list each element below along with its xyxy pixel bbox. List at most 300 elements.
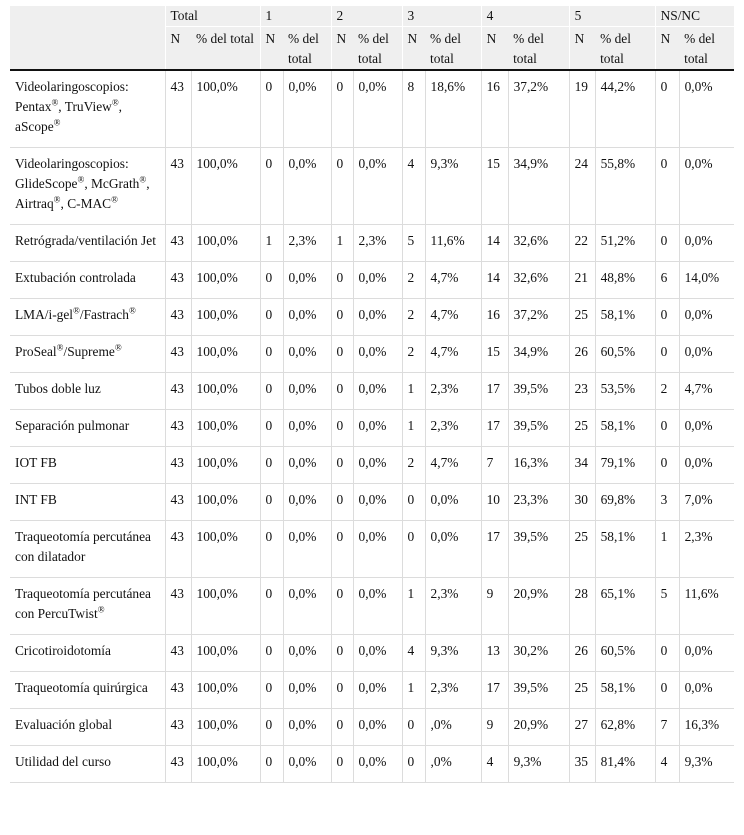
cell-n-nsnc: 0	[655, 148, 679, 225]
cell-pct-nsnc: 11,6%	[679, 578, 734, 635]
cell-n-5: 27	[569, 709, 595, 746]
header-n-4: N	[481, 27, 508, 71]
row-label	[10, 299, 165, 336]
cell-n-nsnc: 0	[655, 299, 679, 336]
cell-pct-nsnc: 2,3%	[679, 521, 734, 578]
row-label-text: Extubación controlada	[15, 270, 136, 285]
cell-pct-3: 4,7%	[425, 299, 481, 336]
cell-pct-1: 0,0%	[283, 484, 331, 521]
cell-pct-3: 2,3%	[425, 410, 481, 447]
row-label-text: /Supreme	[63, 344, 115, 359]
cell-pct-nsnc: 0,0%	[679, 299, 734, 336]
cell-pct-nsnc: 14,0%	[679, 262, 734, 299]
cell-pct-4: 39,5%	[508, 373, 569, 410]
cell-pct-2: 2,3%	[353, 225, 402, 262]
cell-n-total: 43	[165, 70, 191, 148]
cell-pct-1: 0,0%	[283, 336, 331, 373]
row-label	[10, 746, 165, 783]
cell-pct-5: 58,1%	[595, 521, 655, 578]
table-row	[10, 262, 734, 299]
row-label-text: , aScope	[15, 99, 123, 134]
row-label-text: ProSeal	[15, 344, 57, 359]
cell-pct-nsnc: 7,0%	[679, 484, 734, 521]
row-label-text: IOT FB	[15, 455, 57, 470]
row-label	[10, 70, 165, 148]
cell-pct-3: 18,6%	[425, 70, 481, 148]
cell-pct-1: 0,0%	[283, 746, 331, 783]
row-label	[10, 447, 165, 484]
header-n-2: N	[331, 27, 353, 71]
cell-n-1: 0	[260, 484, 283, 521]
cell-n-3: 1	[402, 373, 425, 410]
header-pct-total: % del total	[191, 27, 260, 71]
cell-n-3: 2	[402, 299, 425, 336]
cell-n-5: 26	[569, 635, 595, 672]
registered-mark: ®	[77, 174, 85, 185]
cell-pct-5: 44,2%	[595, 70, 655, 148]
cell-pct-2: 0,0%	[353, 578, 402, 635]
cell-n-4: 10	[481, 484, 508, 521]
cell-pct-1: 0,0%	[283, 578, 331, 635]
cell-pct-nsnc: 0,0%	[679, 148, 734, 225]
cell-pct-total: 100,0%	[191, 410, 260, 447]
cell-n-2: 1	[331, 225, 353, 262]
cell-pct-5: 60,5%	[595, 635, 655, 672]
cell-pct-1: 2,3%	[283, 225, 331, 262]
row-label-text: Traqueotomía percutánea con dilatador	[15, 529, 151, 564]
cell-n-2: 0	[331, 447, 353, 484]
cell-n-1: 0	[260, 262, 283, 299]
cell-pct-1: 0,0%	[283, 410, 331, 447]
cell-n-3: 0	[402, 746, 425, 783]
cell-n-5: 19	[569, 70, 595, 148]
cell-n-nsnc: 2	[655, 373, 679, 410]
cell-pct-1: 0,0%	[283, 635, 331, 672]
cell-n-3: 4	[402, 635, 425, 672]
cell-n-total: 43	[165, 709, 191, 746]
cell-pct-4: 30,2%	[508, 635, 569, 672]
cell-pct-total: 100,0%	[191, 447, 260, 484]
cell-n-2: 0	[331, 709, 353, 746]
cell-n-4: 17	[481, 373, 508, 410]
cell-n-4: 14	[481, 262, 508, 299]
table-row	[10, 70, 734, 148]
cell-n-1: 0	[260, 635, 283, 672]
cell-n-2: 0	[331, 70, 353, 148]
table-row	[10, 484, 734, 521]
table-body	[10, 70, 734, 783]
cell-pct-5: 53,5%	[595, 373, 655, 410]
row-label-text: Separación pulmonar	[15, 418, 130, 433]
cell-pct-nsnc: 0,0%	[679, 447, 734, 484]
cell-n-1: 0	[260, 336, 283, 373]
cell-pct-nsnc: 0,0%	[679, 70, 734, 148]
cell-pct-2: 0,0%	[353, 521, 402, 578]
cell-pct-nsnc: 0,0%	[679, 672, 734, 709]
cell-n-nsnc: 0	[655, 447, 679, 484]
cell-pct-nsnc: 0,0%	[679, 635, 734, 672]
cell-n-2: 0	[331, 336, 353, 373]
table-row	[10, 521, 734, 578]
cell-pct-4: 39,5%	[508, 521, 569, 578]
cell-n-4: 17	[481, 410, 508, 447]
cell-n-2: 0	[331, 521, 353, 578]
row-label-text: Evaluación global	[15, 717, 113, 732]
row-label-text: Tubos doble luz	[15, 381, 101, 396]
cell-pct-nsnc: 0,0%	[679, 410, 734, 447]
table-row	[10, 225, 734, 262]
cell-n-4: 13	[481, 635, 508, 672]
cell-n-4: 9	[481, 578, 508, 635]
cell-pct-4: 34,9%	[508, 148, 569, 225]
cell-n-total: 43	[165, 148, 191, 225]
table-row	[10, 148, 734, 225]
cell-n-2: 0	[331, 373, 353, 410]
row-label	[10, 521, 165, 578]
cell-pct-4: 20,9%	[508, 578, 569, 635]
cell-pct-total: 100,0%	[191, 746, 260, 783]
cell-pct-4: 32,6%	[508, 262, 569, 299]
cell-n-3: 0	[402, 521, 425, 578]
cell-n-total: 43	[165, 299, 191, 336]
cell-n-nsnc: 6	[655, 262, 679, 299]
cell-n-total: 43	[165, 521, 191, 578]
cell-pct-1: 0,0%	[283, 70, 331, 148]
cell-pct-1: 0,0%	[283, 447, 331, 484]
cell-n-nsnc: 4	[655, 746, 679, 783]
header-n-nsnc: N	[655, 27, 679, 71]
cell-pct-1: 0,0%	[283, 299, 331, 336]
table-row	[10, 447, 734, 484]
cell-pct-3: 4,7%	[425, 447, 481, 484]
table-row	[10, 336, 734, 373]
cell-n-2: 0	[331, 262, 353, 299]
cell-n-nsnc: 0	[655, 410, 679, 447]
cell-n-total: 43	[165, 410, 191, 447]
header-n-total: N	[165, 27, 191, 71]
table-row	[10, 672, 734, 709]
row-label-text: , Airtraq	[15, 176, 150, 211]
cell-n-3: 2	[402, 262, 425, 299]
cell-n-total: 43	[165, 746, 191, 783]
cell-n-total: 43	[165, 225, 191, 262]
cell-pct-5: 48,8%	[595, 262, 655, 299]
table-row	[10, 709, 734, 746]
cell-n-1: 0	[260, 746, 283, 783]
cell-pct-5: 51,2%	[595, 225, 655, 262]
cell-pct-nsnc: 16,3%	[679, 709, 734, 746]
cell-pct-2: 0,0%	[353, 447, 402, 484]
cell-pct-3: 9,3%	[425, 635, 481, 672]
cell-n-total: 43	[165, 672, 191, 709]
cell-n-5: 25	[569, 410, 595, 447]
header-corner	[10, 6, 165, 70]
cell-n-5: 25	[569, 672, 595, 709]
row-label-text: Utilidad del curso	[15, 754, 111, 769]
row-label-text: LMA/i-gel	[15, 307, 74, 322]
cell-n-total: 43	[165, 484, 191, 521]
cell-n-2: 0	[331, 148, 353, 225]
cell-n-1: 0	[260, 578, 283, 635]
row-label	[10, 336, 165, 373]
cell-pct-total: 100,0%	[191, 578, 260, 635]
cell-pct-3: 2,3%	[425, 578, 481, 635]
cell-n-5: 25	[569, 299, 595, 336]
header-group-row	[10, 6, 734, 27]
cell-pct-2: 0,0%	[353, 484, 402, 521]
header-n-1: N	[260, 27, 283, 71]
row-label-text: Traqueotomía quirúrgica	[15, 680, 148, 695]
row-label	[10, 410, 165, 447]
cell-pct-3: 0,0%	[425, 521, 481, 578]
header-group-4: 4	[481, 6, 569, 27]
cell-n-1: 0	[260, 299, 283, 336]
row-label	[10, 484, 165, 521]
cell-n-3: 1	[402, 578, 425, 635]
cell-n-total: 43	[165, 578, 191, 635]
cell-pct-5: 55,8%	[595, 148, 655, 225]
registered-mark: ®	[139, 174, 147, 185]
cell-pct-total: 100,0%	[191, 70, 260, 148]
cell-n-4: 15	[481, 148, 508, 225]
cell-pct-2: 0,0%	[353, 746, 402, 783]
row-label-text: Videolaringoscopios: GlideScope	[15, 156, 129, 191]
cell-n-5: 23	[569, 373, 595, 410]
cell-n-3: 8	[402, 70, 425, 148]
table-row	[10, 299, 734, 336]
registered-mark: ®	[97, 604, 105, 615]
registered-mark: ®	[128, 305, 136, 316]
header-n-5: N	[569, 27, 595, 71]
row-label-text: Videolaringoscopios: Pentax	[15, 79, 129, 114]
cell-pct-3: 9,3%	[425, 148, 481, 225]
cell-pct-4: 37,2%	[508, 299, 569, 336]
cell-pct-total: 100,0%	[191, 635, 260, 672]
cell-n-2: 0	[331, 299, 353, 336]
table-row	[10, 410, 734, 447]
cell-pct-total: 100,0%	[191, 709, 260, 746]
cell-n-1: 1	[260, 225, 283, 262]
cell-pct-2: 0,0%	[353, 635, 402, 672]
row-label-text: , TruView	[58, 99, 112, 114]
table-row	[10, 635, 734, 672]
cell-n-5: 28	[569, 578, 595, 635]
cell-pct-nsnc: 0,0%	[679, 225, 734, 262]
cell-n-5: 21	[569, 262, 595, 299]
cell-n-1: 0	[260, 148, 283, 225]
cell-pct-1: 0,0%	[283, 672, 331, 709]
header-pct-nsnc: % del total	[679, 27, 734, 71]
cell-n-3: 5	[402, 225, 425, 262]
cell-n-2: 0	[331, 578, 353, 635]
cell-pct-1: 0,0%	[283, 521, 331, 578]
row-label	[10, 709, 165, 746]
cell-n-total: 43	[165, 447, 191, 484]
cell-n-nsnc: 0	[655, 225, 679, 262]
cell-n-5: 22	[569, 225, 595, 262]
cell-n-2: 0	[331, 746, 353, 783]
cell-n-1: 0	[260, 709, 283, 746]
cell-pct-3: 2,3%	[425, 672, 481, 709]
cell-pct-nsnc: 4,7%	[679, 373, 734, 410]
cell-pct-total: 100,0%	[191, 336, 260, 373]
cell-n-1: 0	[260, 672, 283, 709]
cell-n-4: 15	[481, 336, 508, 373]
registered-mark: ®	[111, 194, 118, 205]
table-row	[10, 746, 734, 783]
registered-mark: ®	[114, 342, 122, 353]
row-label-text: INT FB	[15, 492, 57, 507]
cell-pct-total: 100,0%	[191, 225, 260, 262]
cell-n-3: 2	[402, 336, 425, 373]
cell-n-1: 0	[260, 447, 283, 484]
registered-mark: ®	[53, 194, 61, 205]
row-label	[10, 672, 165, 709]
cell-pct-2: 0,0%	[353, 410, 402, 447]
cell-n-5: 24	[569, 148, 595, 225]
cell-n-3: 4	[402, 148, 425, 225]
cell-pct-2: 0,0%	[353, 299, 402, 336]
results-table-container	[10, 6, 734, 783]
header-pct-1: % del total	[283, 27, 331, 71]
cell-n-nsnc: 0	[655, 70, 679, 148]
cell-n-4: 4	[481, 746, 508, 783]
cell-pct-4: 32,6%	[508, 225, 569, 262]
cell-pct-total: 100,0%	[191, 521, 260, 578]
table-row	[10, 373, 734, 410]
cell-pct-4: 9,3%	[508, 746, 569, 783]
cell-n-total: 43	[165, 262, 191, 299]
cell-pct-2: 0,0%	[353, 709, 402, 746]
cell-n-nsnc: 5	[655, 578, 679, 635]
cell-pct-2: 0,0%	[353, 262, 402, 299]
header-n-3: N	[402, 27, 425, 71]
cell-n-nsnc: 0	[655, 635, 679, 672]
cell-n-1: 0	[260, 70, 283, 148]
header-pct-5: % del total	[595, 27, 655, 71]
cell-pct-1: 0,0%	[283, 262, 331, 299]
cell-pct-2: 0,0%	[353, 148, 402, 225]
cell-pct-3: ,0%	[425, 746, 481, 783]
registered-mark: ®	[51, 97, 59, 108]
cell-pct-5: 58,1%	[595, 410, 655, 447]
cell-pct-total: 100,0%	[191, 484, 260, 521]
cell-n-4: 9	[481, 709, 508, 746]
cell-pct-2: 0,0%	[353, 672, 402, 709]
cell-n-3: 1	[402, 410, 425, 447]
row-label-text: Traqueotomía percutánea con PercuTwist	[15, 586, 151, 621]
header-group-5: 5	[569, 6, 655, 27]
registered-mark: ®	[53, 117, 61, 128]
header-group-total: Total	[165, 6, 260, 27]
header-group-1: 1	[260, 6, 331, 27]
cell-n-3: 0	[402, 484, 425, 521]
row-label-text: , C-MAC	[60, 196, 112, 211]
cell-pct-4: 23,3%	[508, 484, 569, 521]
cell-n-4: 17	[481, 672, 508, 709]
cell-n-4: 7	[481, 447, 508, 484]
cell-pct-total: 100,0%	[191, 262, 260, 299]
cell-pct-2: 0,0%	[353, 373, 402, 410]
cell-pct-nsnc: 9,3%	[679, 746, 734, 783]
cell-n-nsnc: 1	[655, 521, 679, 578]
cell-n-4: 16	[481, 299, 508, 336]
row-label-text: /Fastrach	[79, 307, 129, 322]
cell-pct-nsnc: 0,0%	[679, 336, 734, 373]
cell-pct-3: 2,3%	[425, 373, 481, 410]
cell-pct-5: 65,1%	[595, 578, 655, 635]
cell-n-5: 35	[569, 746, 595, 783]
cell-pct-5: 81,4%	[595, 746, 655, 783]
registered-mark: ®	[73, 305, 80, 316]
cell-pct-2: 0,0%	[353, 336, 402, 373]
cell-n-total: 43	[165, 373, 191, 410]
cell-n-total: 43	[165, 635, 191, 672]
header-pct-2: % del total	[353, 27, 402, 71]
cell-n-3: 0	[402, 709, 425, 746]
cell-pct-4: 34,9%	[508, 336, 569, 373]
cell-pct-4: 39,5%	[508, 672, 569, 709]
cell-n-4: 16	[481, 70, 508, 148]
cell-n-5: 26	[569, 336, 595, 373]
cell-n-1: 0	[260, 410, 283, 447]
row-label	[10, 635, 165, 672]
row-label-text: Retrógrada/ventilación Jet	[15, 233, 156, 248]
cell-pct-3: 4,7%	[425, 336, 481, 373]
row-label	[10, 373, 165, 410]
table-header	[10, 6, 734, 70]
cell-n-1: 0	[260, 521, 283, 578]
header-pct-4: % del total	[508, 27, 569, 71]
cell-pct-1: 0,0%	[283, 148, 331, 225]
cell-pct-3: 0,0%	[425, 484, 481, 521]
row-label	[10, 262, 165, 299]
cell-pct-5: 58,1%	[595, 672, 655, 709]
cell-pct-5: 62,8%	[595, 709, 655, 746]
row-label-text: Cricotiroidotomía	[15, 643, 111, 658]
cell-n-nsnc: 0	[655, 672, 679, 709]
table-row	[10, 578, 734, 635]
cell-n-nsnc: 7	[655, 709, 679, 746]
header-pct-3: % del total	[425, 27, 481, 71]
cell-pct-5: 69,8%	[595, 484, 655, 521]
row-label-text: , McGrath	[84, 176, 140, 191]
cell-pct-total: 100,0%	[191, 148, 260, 225]
cell-n-2: 0	[331, 672, 353, 709]
cell-n-2: 0	[331, 410, 353, 447]
cell-pct-3: 4,7%	[425, 262, 481, 299]
cell-pct-5: 58,1%	[595, 299, 655, 336]
cell-pct-4: 16,3%	[508, 447, 569, 484]
registered-mark: ®	[111, 97, 119, 108]
cell-pct-5: 79,1%	[595, 447, 655, 484]
cell-pct-4: 20,9%	[508, 709, 569, 746]
row-label	[10, 225, 165, 262]
cell-pct-2: 0,0%	[353, 70, 402, 148]
header-group-nsnc: NS/NC	[655, 6, 734, 27]
cell-pct-4: 39,5%	[508, 410, 569, 447]
cell-n-5: 34	[569, 447, 595, 484]
cell-pct-total: 100,0%	[191, 299, 260, 336]
cell-n-3: 2	[402, 447, 425, 484]
cell-pct-4: 37,2%	[508, 70, 569, 148]
cell-pct-1: 0,0%	[283, 373, 331, 410]
cell-pct-5: 60,5%	[595, 336, 655, 373]
cell-n-nsnc: 3	[655, 484, 679, 521]
cell-n-3: 1	[402, 672, 425, 709]
cell-n-4: 17	[481, 521, 508, 578]
cell-n-5: 30	[569, 484, 595, 521]
